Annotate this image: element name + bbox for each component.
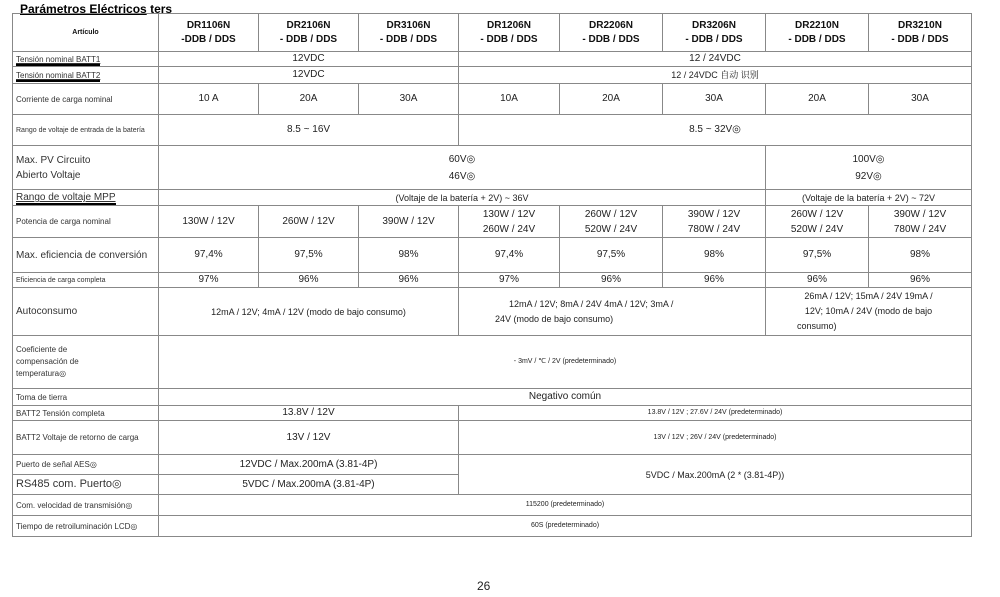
cell: 96%: [259, 273, 359, 288]
header-model: DR2206N - DDB / DDS: [560, 14, 663, 52]
title-underlined: Parámetros Eléctricos: [20, 2, 147, 16]
cell: 5VDC / Max.200mA (3.81-4P): [159, 475, 459, 495]
header-model: DR3206N - DDB / DDS: [663, 14, 766, 52]
cell: 98%: [359, 238, 459, 273]
cell: 97%: [159, 273, 259, 288]
row-potencia: [13, 206, 972, 238]
row-batt2-completa: [13, 406, 972, 421]
cell: 115200 (predeterminado): [159, 495, 972, 516]
row-label: Coeficiente de compensación de temperatura◎: [13, 336, 159, 389]
cell: 97%: [459, 273, 560, 288]
row-coeficiente: [13, 336, 972, 389]
cell: 98%: [869, 238, 972, 273]
cell: 60V◎ 46V◎: [159, 146, 766, 190]
cell: 96%: [869, 273, 972, 288]
row-label: Com. velocidad de transmisión◎: [13, 495, 159, 516]
cell: 390W / 12V 780W / 24V: [663, 206, 766, 238]
cell: 260W / 12V: [259, 206, 359, 238]
row-label: Tensión nominal BATT2: [13, 67, 159, 84]
cell: 8.5 ~ 16V: [159, 115, 459, 146]
row-aes: [13, 455, 972, 475]
row-label: Rango de voltaje de entrada de la batería: [13, 115, 159, 146]
row-eficiencia: [13, 238, 972, 273]
cell: 130W / 12V 260W / 24V: [459, 206, 560, 238]
row-lcd: [13, 516, 972, 537]
cell: 13V / 12V: [159, 421, 459, 455]
page-number: 26: [477, 579, 491, 593]
cell: 390W / 12V: [359, 206, 459, 238]
row-label: Rango de voltaje MPP: [13, 190, 159, 206]
row-label: RS485 com. Puerto◎: [13, 475, 159, 495]
cell: (Voltaje de la batería + 2V) ~ 72V: [766, 190, 972, 206]
row-label: Tiempo de retroiluminación LCD◎: [13, 516, 159, 537]
row-velocidad: [13, 495, 972, 516]
row-batt2: [13, 67, 972, 84]
cell: 30A: [359, 84, 459, 115]
cell: 26mA / 12V; 15mA / 24V 19mA / 12V; 10mA / 24V (modo de bajo consumo): [766, 288, 972, 336]
row-batt1: [13, 52, 972, 67]
cell: 10A: [459, 84, 560, 115]
cell: 96%: [766, 273, 869, 288]
header-model: DR3106N - DDB / DDS: [359, 14, 459, 52]
row-label: Max. eficiencia de conversión: [13, 238, 159, 273]
row-mpp: [13, 190, 972, 206]
cell: 12 / 24VDC 自动 识别: [459, 67, 972, 84]
cell: 20A: [560, 84, 663, 115]
cell: 100V◎ 92V◎: [766, 146, 972, 190]
row-label: Corriente de carga nominal: [13, 84, 159, 115]
cell: 10 A: [159, 84, 259, 115]
cell: 97,4%: [459, 238, 560, 273]
cell: 5VDC / Max.200mA (2 * (3.81-4P)): [459, 455, 972, 495]
cell: 13.8V / 12V: [159, 406, 459, 421]
row-rango-entrada: [13, 115, 972, 146]
cell: 98%: [663, 238, 766, 273]
row-label: BATT2 Tensión completa: [13, 406, 159, 421]
row-label: BATT2 Voltaje de retorno de carga: [13, 421, 159, 455]
cell: 260W / 12V 520W / 24V: [766, 206, 869, 238]
cell: 97,4%: [159, 238, 259, 273]
header-model: DR3210N - DDB / DDS: [869, 14, 972, 52]
title-rest: ters: [146, 2, 173, 16]
row-label: Max. PV Circuito Abierto Voltaje: [13, 146, 159, 190]
cell: 12VDC: [159, 52, 459, 67]
cell: 97,5%: [259, 238, 359, 273]
cell: 12VDC: [159, 67, 459, 84]
row-corriente: [13, 84, 972, 115]
row-label: Tensión nominal BATT1: [13, 52, 159, 67]
cell: 30A: [869, 84, 972, 115]
cell: 97,5%: [766, 238, 869, 273]
row-label: Eficiencia de carga completa: [13, 273, 159, 288]
header-articulo: Artículo: [13, 14, 159, 52]
cell: 20A: [259, 84, 359, 115]
header-model: DR2210N - DDB / DDS: [766, 14, 869, 52]
cell: 96%: [560, 273, 663, 288]
cell: - 3mV / ℃ / 2V (predeterminado): [159, 336, 972, 389]
header-model: DR2106N - DDB / DDS: [259, 14, 359, 52]
cell: 97,5%: [560, 238, 663, 273]
cell: Negativo común: [159, 389, 972, 406]
cell: 13.8V / 12V ; 27.6V / 24V (predeterminado): [459, 406, 972, 421]
cell: (Voltaje de la batería + 2V) ~ 36V: [159, 190, 766, 206]
cell: 12 / 24VDC: [459, 52, 972, 67]
cell: 260W / 12V 520W / 24V: [560, 206, 663, 238]
header-row: [13, 14, 972, 52]
cell: 13V / 12V ; 26V / 24V (predeterminado): [459, 421, 972, 455]
row-label: Potencia de carga nominal: [13, 206, 159, 238]
row-label: Puerto de señal AES◎: [13, 455, 159, 475]
cell: 96%: [663, 273, 766, 288]
header-model: DR1206N - DDB / DDS: [459, 14, 560, 52]
header-model: DR1106N -DDB / DDS: [159, 14, 259, 52]
cell: 12mA / 12V; 4mA / 12V (modo de bajo consumo): [159, 288, 459, 336]
row-label: Toma de tierra: [13, 389, 159, 406]
row-eficiencia-completa: [13, 273, 972, 288]
cell: 96%: [359, 273, 459, 288]
cell: 30A: [663, 84, 766, 115]
cell: 8.5 ~ 32V◎: [459, 115, 972, 146]
cell: 12mA / 12V; 8mA / 24V 4mA / 12V; 3mA / 24V (modo de bajo consumo): [459, 288, 766, 336]
cell: 130W / 12V: [159, 206, 259, 238]
row-batt2-retorno: [13, 421, 972, 455]
row-label: Autoconsumo: [13, 288, 159, 336]
row-autoconsumo: [13, 288, 972, 336]
cell: 12VDC / Max.200mA (3.81-4P): [159, 455, 459, 475]
cell: 390W / 12V 780W / 24V: [869, 206, 972, 238]
cell: 20A: [766, 84, 869, 115]
spec-table: [12, 13, 972, 537]
row-pv: [13, 146, 972, 190]
row-tierra: [13, 389, 972, 406]
cell: 60S (predeterminado): [159, 516, 972, 537]
